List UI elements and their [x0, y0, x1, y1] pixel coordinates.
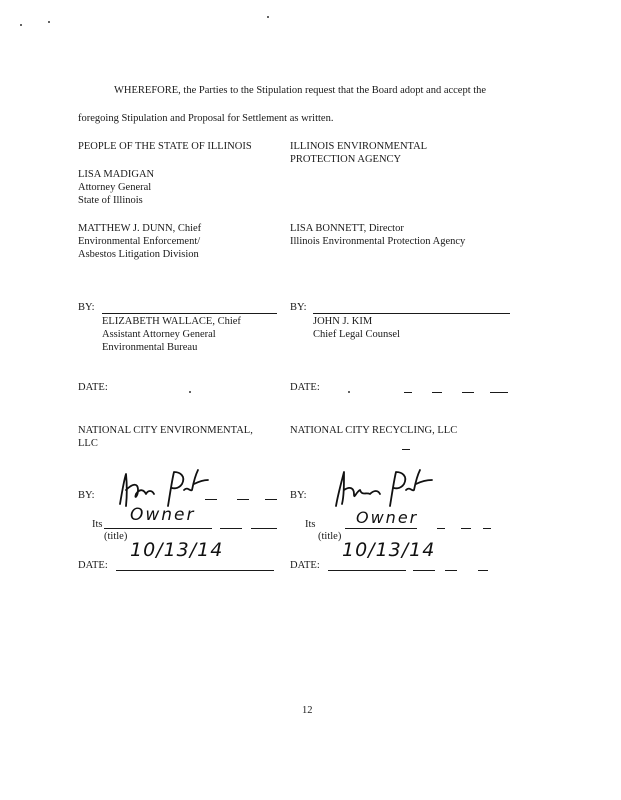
respondent-left-its-label: Its	[92, 519, 103, 530]
respondent-right-date-value: 10/13/14	[342, 539, 436, 561]
left-signature-line	[102, 313, 277, 314]
respondent-right-its-label: Its	[305, 519, 316, 530]
right-date-label: DATE:	[290, 382, 320, 393]
respondent-left-signature	[112, 466, 212, 510]
left-official-name: LISA MADIGAN	[78, 169, 155, 180]
left-signer-title-1: Assistant Attorney General	[102, 329, 216, 340]
respondent-right-title-dash	[461, 528, 471, 529]
respondent-right-title-line	[345, 528, 417, 529]
respondent-left-title-line	[104, 528, 212, 529]
respondent-right-title-value: Owner	[356, 508, 419, 527]
left-by-label: BY:	[78, 302, 95, 313]
page-number: 12	[302, 705, 313, 716]
respondent-right-date-dash	[478, 570, 488, 571]
respondent-right-title-caption: (title)	[318, 531, 342, 542]
respondent-left-heading-1: NATIONAL CITY ENVIRONMENTAL,	[78, 425, 253, 436]
respondent-left-by-dash	[205, 499, 217, 500]
respondent-right-by-label: BY:	[290, 490, 307, 501]
left-chief-name: MATTHEW J. DUNN, Chief	[78, 223, 202, 234]
respondent-right-date-dash	[413, 570, 435, 571]
right-director-agency: Illinois Environmental Protection Agency	[290, 236, 466, 247]
respondent-right-title-dash	[437, 528, 445, 529]
right-signature-line	[313, 313, 510, 314]
respondent-left-by-dash	[237, 499, 249, 500]
right-party-heading-2: PROTECTION AGENCY	[290, 154, 402, 165]
left-date-mark	[189, 391, 191, 393]
intro-line-2: foregoing Stipulation and Proposal for Settlement as written.	[78, 113, 334, 124]
right-by-label: BY:	[290, 302, 307, 313]
left-official-title-1: Attorney General	[78, 182, 152, 193]
respondent-left-title-dash	[220, 528, 242, 529]
right-date-dash	[462, 392, 474, 393]
respondent-left-date-label: DATE:	[78, 560, 108, 571]
respondent-left-date-value: 10/13/14	[130, 539, 224, 561]
left-party-heading: PEOPLE OF THE STATE OF ILLINOIS	[78, 141, 252, 152]
respondent-right-signature	[326, 466, 436, 510]
respondent-left-title-value: Owner	[130, 505, 196, 525]
left-chief-line-2: Environmental Enforcement/	[78, 236, 201, 247]
right-signer-title: Chief Legal Counsel	[313, 329, 400, 340]
right-date-dash	[432, 392, 442, 393]
respondent-left-by-label: BY:	[78, 490, 95, 501]
respondent-right-date-line	[328, 570, 406, 571]
respondent-right-title-dash	[483, 528, 491, 529]
scan-speck	[48, 21, 50, 23]
scan-speck	[267, 16, 269, 18]
intro-line-1: WHEREFORE, the Parties to the Stipulation request that the Board adopt and accept the	[114, 85, 487, 96]
left-signer-title-2: Environmental Bureau	[102, 342, 198, 353]
respondent-right-date-dash	[445, 570, 457, 571]
left-official-title-2: State of Illinois	[78, 195, 143, 206]
scan-speck	[20, 24, 22, 26]
right-party-heading-1: ILLINOIS ENVIRONMENTAL	[290, 141, 428, 152]
respondent-left-heading-2: LLC	[78, 438, 98, 449]
right-date-dash	[490, 392, 508, 393]
right-date-mark	[348, 391, 350, 393]
left-chief-line-3: Asbestos Litigation Division	[78, 249, 199, 260]
left-signer-name: ELIZABETH WALLACE, Chief	[102, 316, 241, 327]
respondent-right-heading: NATIONAL CITY RECYCLING, LLC	[290, 425, 458, 436]
respondent-right-date-label: DATE:	[290, 560, 320, 571]
left-date-label: DATE:	[78, 382, 108, 393]
right-director-name: LISA BONNETT, Director	[290, 223, 404, 234]
respondent-left-title-dash	[251, 528, 277, 529]
respondent-left-date-line	[116, 570, 274, 571]
respondent-left-by-dash	[265, 499, 277, 500]
respondent-left-title-caption: (title)	[104, 531, 128, 542]
right-signer-name: JOHN J. KIM	[313, 316, 373, 327]
right-date-dash	[404, 392, 412, 393]
respondent-right-by-dash	[402, 449, 410, 450]
